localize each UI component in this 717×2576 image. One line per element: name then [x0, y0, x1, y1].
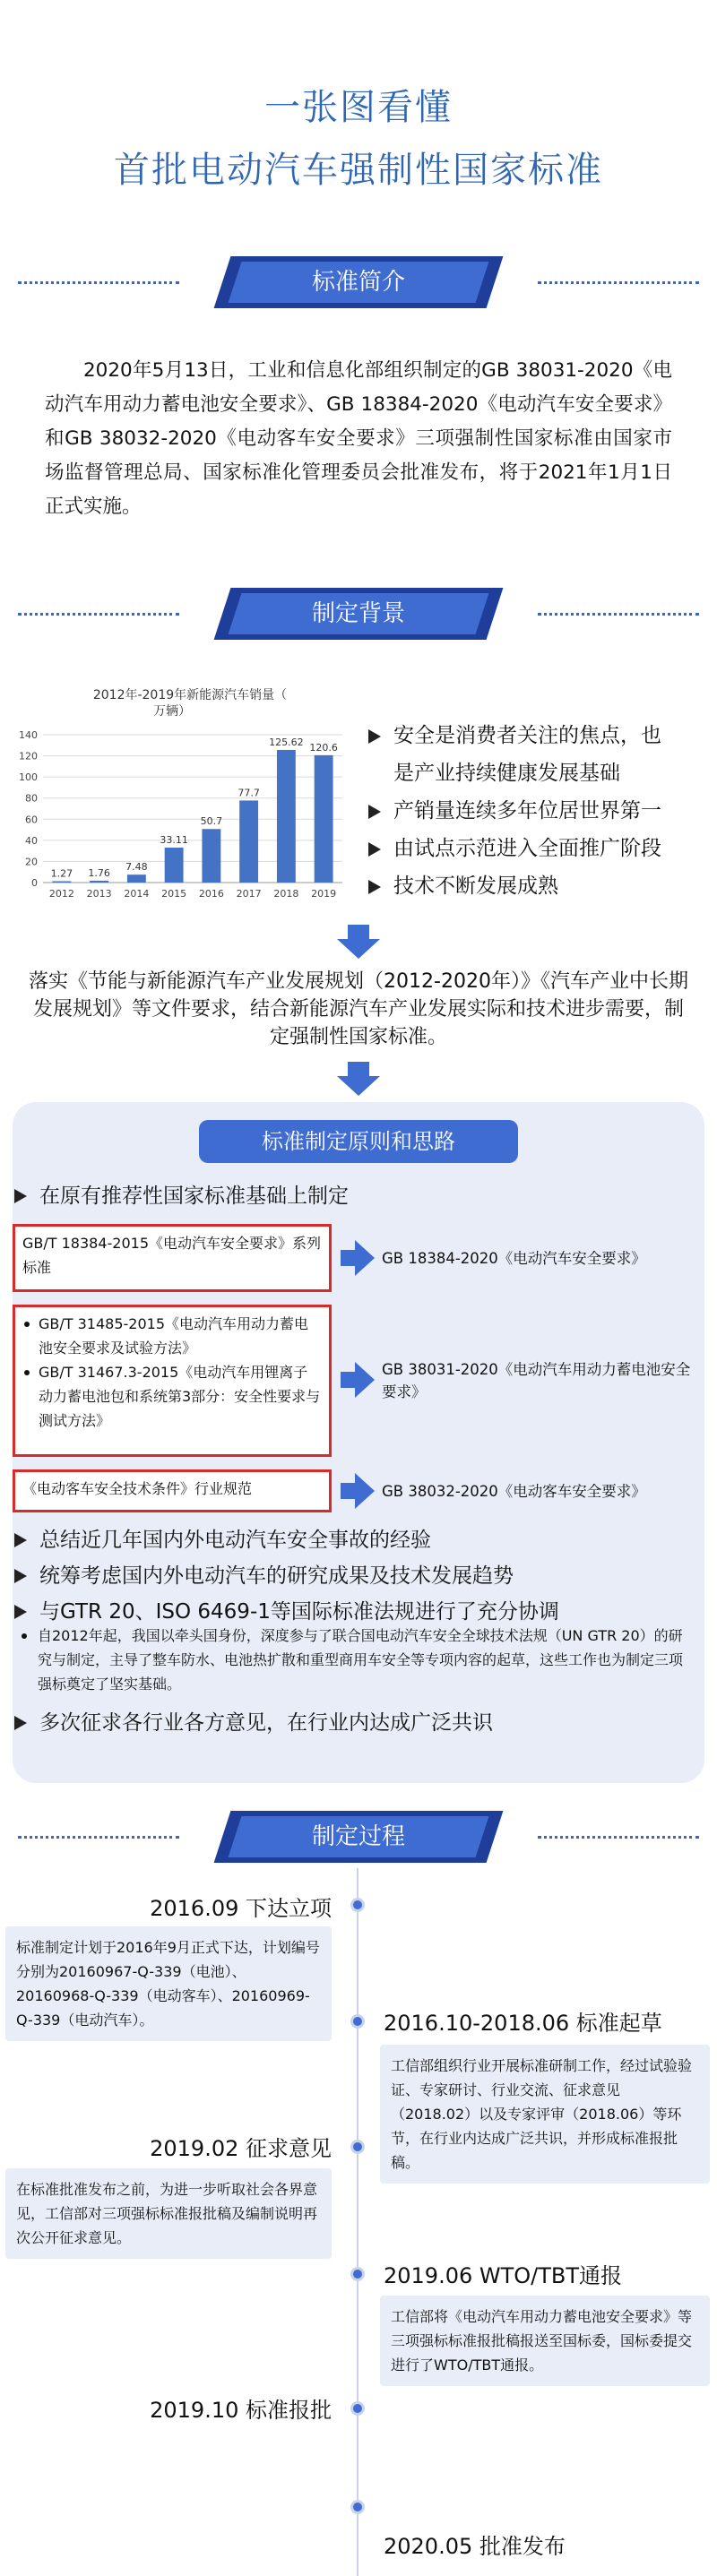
- dotted-divider-right: [538, 1836, 699, 1839]
- bullet-text: 安全是消费者关注的焦点，也: [393, 724, 661, 747]
- target-standard-text: GB 18384-2020《电动汽车安全要求》: [382, 1250, 646, 1267]
- bar: [127, 874, 146, 883]
- dot-bullet-icon: [24, 1370, 30, 1375]
- principle-bullet: [13, 1561, 514, 1591]
- timeline-desc: 标准制定计划于2016年9月正式下达，计划编号分别为20160967-Q-339（电池）、20160968-Q-339（电动客车）、20160969-Q-339（电动汽车）。: [5, 1926, 332, 2041]
- down-arrow-icon: [337, 1062, 380, 1096]
- header-title-line1: 一张图看懂: [264, 87, 453, 128]
- timeline-title: 2020.05 批准发布: [384, 2534, 566, 2559]
- x-tick-label: 2019: [311, 888, 337, 900]
- chart-svg: [11, 681, 351, 905]
- dotted-divider-left: [18, 281, 179, 284]
- bar: [202, 829, 220, 883]
- data-label: 1.27: [50, 867, 73, 880]
- timeline-title: 2019.02 征求意见: [150, 2136, 332, 2161]
- bullet-text: 总结近几年国内外电动汽车安全事故的经验: [39, 1529, 431, 1552]
- timeline-node-icon: [350, 2014, 365, 2029]
- gtr-note: [38, 1624, 692, 1696]
- triangle-bullet-icon: [14, 1533, 27, 1547]
- bullet-text: 是产业持续健康发展基础: [393, 762, 620, 785]
- triangle-bullet-icon: [368, 805, 381, 819]
- timeline-desc: 工信部将《电动汽车用动力蓄电池安全要求》等三项强标标准报批稿报送至国标委，国标委提交进行了WTO/TBT通报。: [380, 2296, 710, 2386]
- triangle-bullet-icon: [14, 1605, 27, 1619]
- data-label: 120.6: [309, 741, 338, 754]
- dotted-divider-left: [18, 1836, 179, 1839]
- timeline-title: 2019.06 WTO/TBT通报: [384, 2263, 623, 2288]
- source-standard-box: [13, 1305, 332, 1457]
- timeline-desc: 在标准批准发布之前，为进一步听取社会各界意见，工信部对三项强标标准报批稿及编制说明再次公开征求意见。: [5, 2168, 332, 2259]
- down-arrow-icon: [337, 925, 380, 959]
- chart-title: 2012年-2019年新能源汽车销量（: [92, 688, 288, 702]
- bar: [90, 881, 108, 883]
- source-standard-box: [13, 1469, 332, 1512]
- target-standard-text: GB 38032-2020《电动客车安全要求》: [382, 1483, 646, 1500]
- source-standard-item: [22, 1360, 322, 1433]
- timeline-node-icon: [350, 2267, 365, 2281]
- data-label: 77.7: [238, 787, 260, 799]
- section-banner: [215, 1805, 502, 1868]
- timeline-node-icon: [350, 2140, 365, 2154]
- source-standard-text: GB/T 31467.3-2015《电动汽车用锂离子动力蓄电池包和系统第3部分：安全性要求与测试方法》: [39, 1364, 321, 1429]
- y-tick-label: 20: [25, 856, 38, 868]
- timeline-title: 2016.10-2018.06 标准起草: [384, 2011, 662, 2036]
- section-banner: [215, 582, 502, 645]
- y-tick-label: 120: [19, 750, 38, 762]
- triangle-bullet-icon: [368, 729, 381, 744]
- triangle-bullet-icon: [14, 1569, 27, 1583]
- bar: [165, 848, 184, 883]
- data-label: 125.62: [269, 736, 304, 748]
- bullet-item: [363, 717, 713, 754]
- right-arrow-icon: [341, 1240, 375, 1276]
- bullet-item: [363, 830, 713, 867]
- intro-paragraph: 2020年5月13日，工业和信息化部组织制定的GB 38031-2020《电动汽车用动力蓄电池安全要求》、GB 18384-2020《电动汽车安全要求》和GB 38032-2020《电动客车安全要求》三项强制性国家标准由国家市场监督管理总局、国家标准化管理委员会批准发布，将于2021年1月1日正式实施。: [45, 359, 672, 518]
- section-title: 制定过程: [311, 1823, 405, 1850]
- principle-bullet: [13, 1708, 493, 1738]
- timeline-title: 2016.09 下达立项: [150, 1896, 332, 1921]
- triangle-bullet-icon: [14, 1716, 27, 1730]
- bar: [239, 800, 258, 883]
- data-label: 1.76: [88, 866, 110, 879]
- section-background-header: [18, 582, 699, 645]
- bullet-item-continued: [363, 754, 713, 792]
- dotted-divider-right: [538, 613, 699, 616]
- principle-bullet: [13, 1597, 559, 1627]
- bullet-text: 与GTR 20、ISO 6469-1等国际标准法规进行了充分协调: [39, 1600, 559, 1624]
- target-standard-text: GB 38031-2020《电动汽车用动力蓄电池安全要求》: [382, 1361, 691, 1400]
- x-tick-label: 2017: [236, 888, 262, 900]
- x-tick-label: 2012: [48, 888, 74, 900]
- sales-bar-chart: [11, 681, 351, 905]
- source-standard-text: 《电动客车安全技术条件》行业规范: [22, 1480, 253, 1497]
- bullet-item: [363, 867, 713, 905]
- right-arrow-icon: [341, 1473, 375, 1509]
- bar: [315, 755, 333, 883]
- timeline-title: 2019.10 标准报批: [150, 2398, 332, 2423]
- dot-bullet-icon: [24, 1322, 30, 1327]
- timeline-axis: [357, 1868, 358, 2576]
- note-text: 自2012年起，我国以牵头国身份，深度参与了联合国电动汽车安全全球技术法规（UN GTR 20）的研究与制定，主导了整车防水、电池热扩散和重型商用车安全等专项内容的起草，这些工作也为制定三项强标奠定了坚实基础。: [38, 1627, 684, 1693]
- dot-bullet-icon: [22, 1633, 27, 1639]
- chart-title: 万辆）: [153, 704, 191, 719]
- timeline-node-icon: [350, 2401, 365, 2416]
- bullet-item: [363, 792, 713, 830]
- x-tick-label: 2016: [198, 888, 224, 900]
- data-label: 33.11: [160, 833, 188, 846]
- x-tick-label: 2013: [86, 888, 112, 900]
- data-label: 7.48: [125, 861, 148, 874]
- bullet-text: 在原有推荐性国家标准基础上制定: [39, 1185, 349, 1208]
- triangle-bullet-icon: [368, 842, 381, 857]
- y-tick-label: 0: [31, 877, 38, 889]
- y-tick-label: 100: [19, 771, 38, 784]
- timeline-node-icon: [350, 1898, 365, 1912]
- source-standard-box: [13, 1224, 332, 1292]
- x-tick-label: 2018: [273, 888, 299, 900]
- x-tick-label: 2014: [124, 888, 150, 900]
- right-arrow-icon: [341, 1362, 375, 1398]
- section-title: 标准简介: [311, 269, 405, 296]
- y-tick-label: 60: [25, 814, 38, 826]
- triangle-bullet-icon: [368, 880, 381, 894]
- section-banner: [215, 251, 502, 314]
- bullet-text: 技术不断发展成熟: [393, 874, 558, 898]
- background-bullet-list: [363, 717, 713, 905]
- section-title: 制定背景: [311, 600, 405, 627]
- dotted-divider-right: [538, 281, 699, 284]
- plan-paragraph: 落实《节能与新能源汽车产业发展规划（2012-2020年）》《汽车产业中长期发展规划》等文件要求，结合新能源汽车产业发展实际和技术进步需要，制定强制性国家标准。: [29, 970, 688, 1048]
- bullet-text: 统筹考虑国内外电动汽车的研究成果及技术发展趋势: [39, 1564, 514, 1588]
- principle-bullet: [13, 1181, 349, 1211]
- bullet-text: 多次征求各行业各方意见，在行业内达成广泛共识: [39, 1711, 493, 1735]
- x-tick-label: 2015: [161, 888, 187, 900]
- bar: [52, 882, 71, 883]
- y-tick-label: 140: [19, 729, 38, 741]
- dotted-divider-left: [18, 613, 179, 616]
- y-tick-label: 80: [25, 792, 38, 805]
- section-intro-header: [18, 251, 699, 314]
- triangle-bullet-icon: [14, 1189, 27, 1203]
- timeline-node-icon: [350, 2500, 365, 2514]
- principles-title: 标准制定原则和思路: [199, 1120, 518, 1163]
- timeline-desc: 工信部组织行业开展标准研制工作，经过试验验证、专家研讨、行业交流、征求意见（2018.02）以及专家评审（2018.06）等环节，在行业内达成广泛共识，并形成标准报批稿。: [380, 2045, 710, 2184]
- header-title-line2: 首批电动汽车强制性国家标准: [114, 150, 603, 191]
- bullet-text: 由试点示范进入全面推广阶段: [393, 837, 661, 860]
- y-tick-label: 40: [25, 834, 38, 847]
- bar: [277, 750, 296, 883]
- source-standard-item: [22, 1312, 322, 1360]
- bullet-text: 产销量连续多年位居世界第一: [393, 799, 661, 823]
- principle-bullet: [13, 1525, 431, 1555]
- section-process-header: [18, 1805, 699, 1868]
- data-label: 50.7: [200, 815, 223, 828]
- source-standard-text: GB/T 18384-2015《电动汽车安全要求》系列标准: [22, 1235, 322, 1276]
- source-standard-text: GB/T 31485-2015《电动汽车用动力蓄电池安全要求及试验方法》: [39, 1315, 309, 1357]
